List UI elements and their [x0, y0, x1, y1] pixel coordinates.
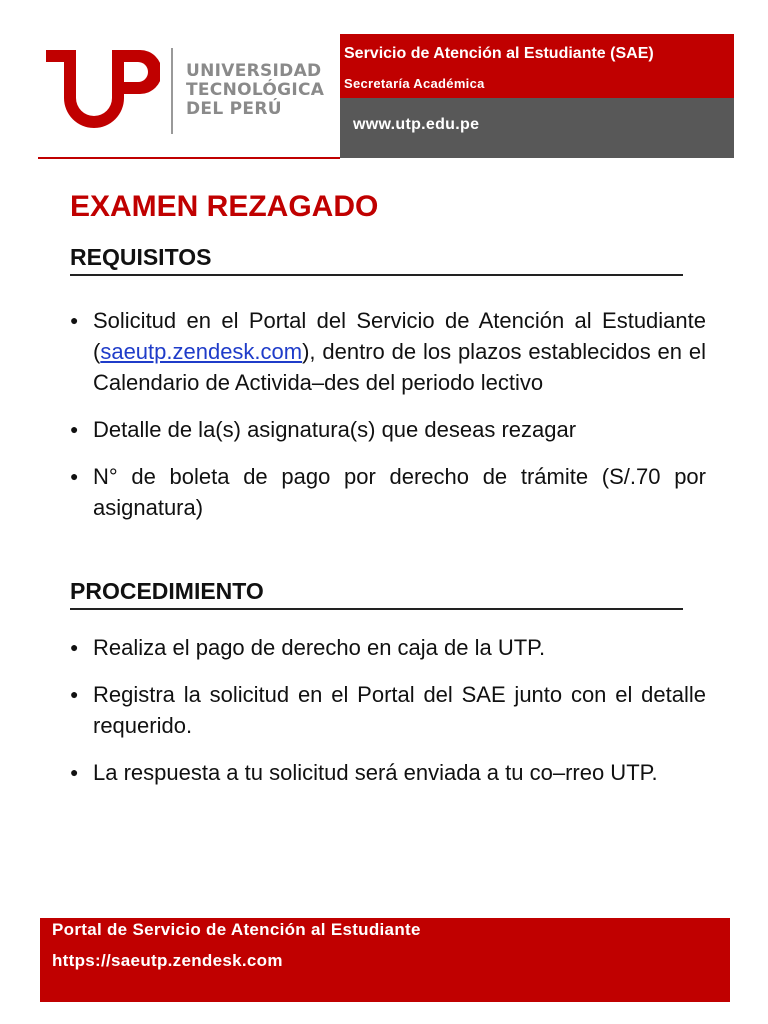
list-item: ● N° de boleta de pago por derecho de trámite (S/.70 por asignatura) [70, 461, 706, 523]
footer-banner [40, 918, 730, 1002]
item-text: Solicitud en el Portal del Servicio de Atención al Estudiante ( [93, 308, 706, 364]
zendesk-link[interactable]: saeutp.zendesk.com [100, 339, 303, 364]
utp-logo [40, 40, 340, 150]
website-banner [340, 98, 734, 158]
list-item: ● La respuesta a tu solicitud será enviada a tu co–rreo UTP. [70, 757, 706, 788]
procedimiento-heading: PROCEDIMIENTO [70, 578, 683, 610]
list-item: ● Registra la solicitud en el Portal del SAE junto con el detalle requerido. [70, 679, 706, 741]
logo-line: UNIVERSIDAD [186, 61, 322, 81]
footer-portal-label: Portal de Servicio de Atención al Estudiante [52, 920, 421, 939]
procedimiento-list [70, 632, 706, 788]
website-link[interactable]: www.utp.edu.pe [353, 116, 480, 133]
logo-line: DEL PERÚ [186, 99, 282, 119]
requisitos-heading: REQUISITOS [70, 244, 683, 276]
footer-url-link[interactable]: https://saeutp.zendesk.com [52, 951, 283, 970]
item-text: ), dentro de los plazos establecidos en el Calendario de Activida–des del periodo lectivo [93, 339, 706, 395]
list-item: ● Realiza el pago de derecho en caja de la UTP. [70, 632, 706, 663]
list-item [70, 305, 706, 398]
utp-logo-icon [40, 40, 160, 140]
logo-text [186, 62, 324, 119]
logo-line: TECNOLÓGICA [186, 80, 325, 100]
list-item: ● Detalle de la(s) asignatura(s) que deseas rezagar [70, 414, 706, 445]
requisitos-list [70, 305, 706, 523]
page-title: EXAMEN REZAGADO [70, 190, 379, 223]
header-rule [38, 157, 340, 159]
service-title: Servicio de Atención al Estudiante (SAE) [344, 45, 654, 62]
secretaria-label: Secretaría Académica [344, 76, 485, 91]
logo-divider [171, 48, 173, 134]
service-banner [340, 34, 734, 98]
